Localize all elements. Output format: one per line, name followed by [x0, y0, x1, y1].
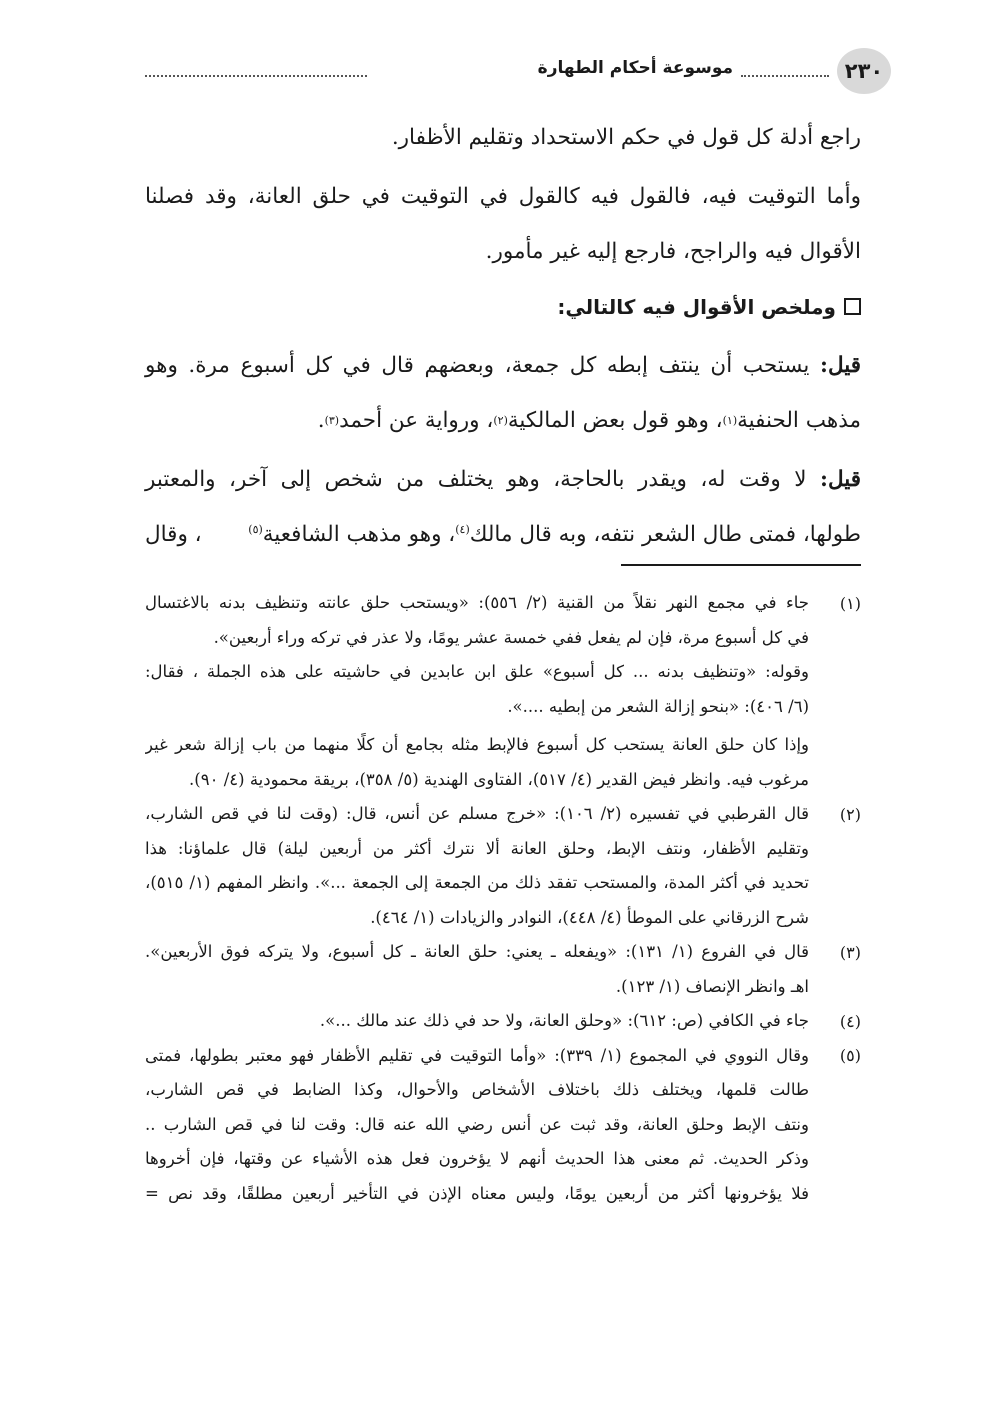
footnotes — [145, 586, 861, 1211]
footnote-ref[interactable]: (٥) — [248, 522, 263, 536]
footnote-separator — [621, 564, 861, 566]
running-title: موسوعة أحكام الطهارة — [537, 58, 733, 78]
footnote-number: (٤) — [839, 1011, 861, 1031]
footnote-line: جاء في مجمع النهر نقلاً من القنية (٢/ ٥٥٦): «ويستحب حلق عانته وتنظيف بدنه بالاغتسال — [145, 593, 809, 612]
main-text — [145, 110, 861, 562]
paragraph-line: وأما التوقيت فيه، فالقول فيه كالقول في التوقيت في حلق العانة، وقد فصلنا — [145, 184, 861, 209]
footnote-line: فلا يؤخرونها أكثر من أربعين يومًا، وليس معناه الإذن في التأخير أربعين مطلقًا، وقد نص = — [145, 1183, 809, 1203]
paragraph-line: مذهب الحنفية (١) ، وهو قول بعض المالكية (٢) ، ورواية عن أحمد (٣) . — [317, 407, 861, 433]
book-page — [145, 0, 884, 1417]
qila-label: قيل: — [820, 467, 861, 492]
footnote-ref[interactable]: (٤) — [455, 522, 470, 536]
footnote-line: مرغوب فيه. وانظر فيض القدير (٤/ ٥١٧)، الفتاوى الهندية (٥/ ٣٥٨)، بريقة محمودية (٤/ ٩٠). — [189, 769, 809, 789]
line-text: ، وهو قول بعض المالكية — [507, 407, 723, 433]
footnote-2 — [145, 797, 861, 935]
page-number: ٢٣٠ — [837, 48, 891, 94]
footnote-number: (١) — [839, 593, 861, 613]
footnote-line: تحديد في أكثر المدة، والمستحب تفقد ذلك من الجمعة إلى الجمعة ...». وانظر المفهم (١/ ٥١٥)، — [145, 873, 809, 892]
footnote-line: اهـ وانظر الإنصاف (١/ ١٢٣). — [615, 976, 809, 996]
footnote-line: وقال النووي في المجموع (١/ ٣٣٩): «وأما التوقيت في تقليم الأظفار فهو معتبر بطولها، فمتى — [145, 1045, 809, 1065]
checkbox-bullet-icon — [844, 298, 861, 315]
paragraph-line — [145, 507, 861, 562]
paragraph-line: الأقوال فيه والراجح، فارجع إليه غير مأمور. — [485, 238, 861, 264]
line-text: ، ورواية عن أحمد — [339, 407, 494, 433]
footnote-4 — [145, 1004, 861, 1039]
line-text: مذهب الحنفية — [737, 407, 861, 433]
footnote-number: (٣) — [839, 942, 861, 962]
line-segment — [248, 521, 861, 547]
section-heading-text: وملخص الأقوال فيه كالتالي: — [557, 294, 836, 319]
line-text: . — [317, 407, 325, 433]
footnote-line: وقوله: «وتنظيف بدنه ... كل أسبوع» علق ابن عابدين في حاشيته على هذه الجملة ، فقال: — [145, 662, 809, 681]
line-text: يستحب أن ينتف إبطه كل جمعة، وبعضهم قال في كل أسبوع مرة. وهو — [145, 353, 810, 378]
footnote-line: شرح الزرقاني على الموطأ (٤/ ٤٤٨)، النوادر والزيادات (١/ ٤٦٤). — [370, 907, 809, 927]
footnote-number: (٥) — [839, 1046, 861, 1065]
section-heading — [145, 279, 861, 334]
qila-label: قيل: — [820, 353, 861, 378]
footnote-line: في كل أسبوع مرة، فإن لم يفعل ففي خمسة عشر يومًا، ولا عذر في تركه وراء أربعين». — [213, 627, 809, 647]
footnote-line: ونتف الإبط وحلق العانة، وقد ثبت عن أنس رضي الله عنه قال: وقت لنا في قص الشارب .. — [145, 1114, 809, 1134]
footnote-line: طالت قلمها، ويختلف ذلك باختلاف الأشخاص والأحوال، وكذا الضابط في قص الشارب، — [145, 1080, 809, 1099]
footnote-line: وتقليم الأظفار، ونتف الإبط، وحلق العانة ألا نترك أكثر من أربعين ليلة) قال علماؤنا: هذا — [145, 838, 809, 858]
header-dotted-rule-right — [741, 75, 829, 77]
footnote-line: جاء في الكافي (ص: ٦١٢): «وحلق العانة، ولا حد في ذلك عند مالك ...». — [319, 1011, 809, 1030]
line-text: طولها، فمتى طال الشعر نتفه، وبه قال مالك — [469, 521, 861, 547]
footnote-line: قال في الفروع (١/ ١٣١): «ويفعله ـ يعني: حلق العانة ـ كل أسبوع، ولا يتركه فوق الأربعين». — [145, 942, 809, 961]
footnote-line: وإذا كان حلق العانة يستحب كل أسبوع فالإبط مثله بجامع أن كلًا منهما من باب إزالة شعر غير — [145, 735, 809, 754]
footnote-line: (٦/ ٤٠٦): «بنحو إزالة الشعر من إبطيه ....». — [507, 696, 809, 716]
paragraph-line — [145, 338, 861, 393]
paragraph-line — [145, 452, 861, 507]
paragraph-line: راجع أدلة كل قول في حكم الاستحداد وتقليم الأظفار. — [391, 124, 861, 150]
page-header — [145, 44, 891, 100]
footnote-1 — [145, 586, 861, 797]
footnote-line: قال القرطبي في تفسيره (٢/ ١٠٦): «خرج مسلم عن أنس، قال: (وقت لنا في قص الشارب، — [145, 804, 809, 823]
line-text: ، وقال — [145, 521, 202, 547]
footnote-5 — [145, 1039, 861, 1212]
footnote-number: (٢) — [839, 804, 861, 824]
line-text: ، وهو مذهب الشافعية — [262, 521, 456, 547]
footnote-line: وذكر الحديث. ثم معنى هذا الحديث أنهم لا يؤخرون فعل هذه الأشياء عن وقتها، فإن أخروها — [145, 1149, 809, 1168]
line-text: لا وقت له، ويقدر بالحاجة، وهو يختلف من شخص إلى آخر، والمعتبر — [145, 467, 807, 492]
header-dotted-rule-left — [145, 75, 367, 77]
footnote-3 — [145, 935, 861, 1004]
